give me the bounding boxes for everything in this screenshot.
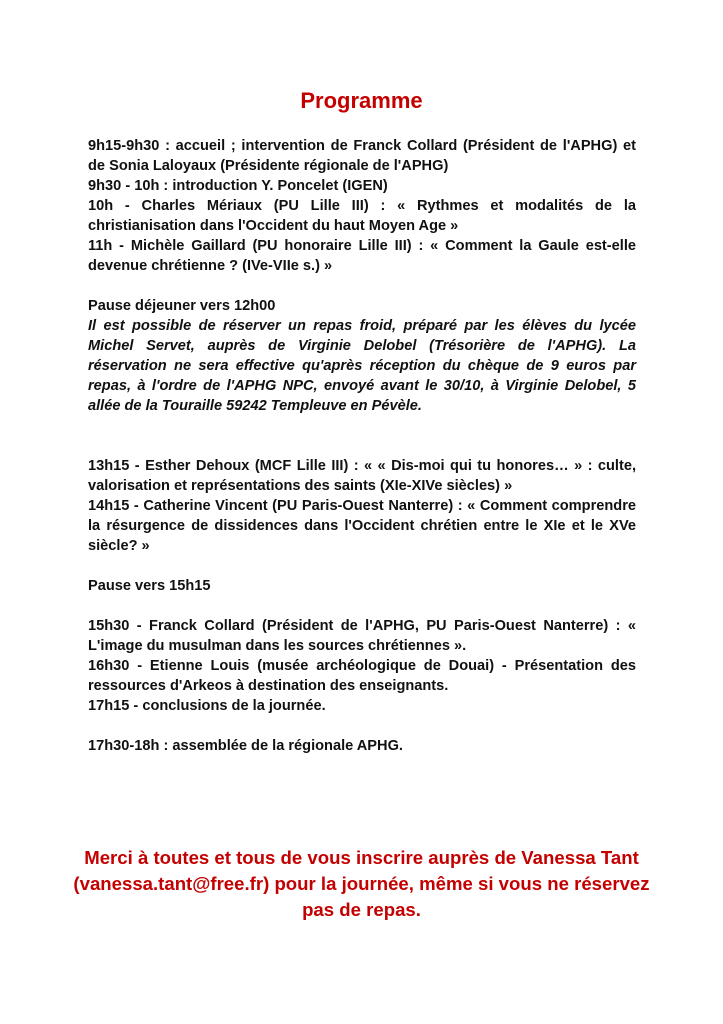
page-title: Programme bbox=[300, 88, 423, 113]
schedule-item-meriaux: 10h - Charles Mériaux (PU Lille III) : « Rythmes et modalités de la christianisation dans l'Occident du haut Moyen Age » bbox=[88, 198, 636, 234]
lunch-heading: Pause déjeuner vers 12h00 bbox=[88, 298, 276, 314]
schedule-item-conclusions: 17h15 - conclusions de la journée. bbox=[88, 698, 326, 714]
schedule-item-accueil: 9h15-9h30 : accueil ; intervention de Franck Collard (Président de l'APHG) et de Sonia Laloyaux (Présidente régionale de l'APHG) bbox=[88, 138, 636, 174]
schedule-item-dehoux: 13h15 - Esther Dehoux (MCF Lille III) : « « Dis-moi qui tu honores… » : culte, valorisation et représentations des saints (XIe-XIVe siècles) » bbox=[88, 458, 636, 494]
schedule-item-vincent: 14h15 - Catherine Vincent (PU Paris-Ouest Nanterre) : « Comment comprendre la résurgence de dissidences dans l'Occident chrétien entre le XIe et le XVe siècle? » bbox=[88, 498, 636, 554]
schedule-item-gaillard: 11h - Michèle Gaillard (PU honoraire Lille III) : « Comment la Gaule est-elle devenue chrétienne ? (IVe-VIIe s.) » bbox=[88, 238, 636, 274]
registration-notice: Merci à toutes et tous de vous inscrire auprès de Vanessa Tant (vanessa.tant@free.fr) pour la journée, même si vous ne réservez pas de repas. bbox=[73, 847, 650, 920]
spacer bbox=[88, 416, 636, 456]
schedule-item-assembly: 17h30-18h : assemblée de la régionale APHG. bbox=[88, 738, 403, 754]
spacer bbox=[88, 276, 636, 296]
schedule-item-introduction: 9h30 - 10h : introduction Y. Poncelet (IGEN) bbox=[88, 178, 388, 194]
programme-content bbox=[88, 136, 636, 756]
schedule-item-louis: 16h30 - Etienne Louis (musée archéologique de Douai) - Présentation des ressources d'Arkeos à destination des enseignants. bbox=[88, 658, 636, 694]
break-heading: Pause vers 15h15 bbox=[88, 578, 211, 594]
schedule-item-collard: 15h30 - Franck Collard (Président de l'APHG, PU Paris-Ouest Nanterre) : « L'image du musulman dans les sources chrétiennes ». bbox=[88, 618, 636, 654]
lunch-note: Il est possible de réserver un repas froid, préparé par les élèves du lycée Michel Servet, auprès de Virginie Delobel (Trésorière de l'APHG). La réservation ne sera effective qu'après réception du chèque de 9 euros par repas, à l'ordre de l'APHG NPC, envoyé avant le 30/10, à Virginie Delobel, 5 allée de la Touraille 59242 Templeuve en Pévèle. bbox=[88, 318, 636, 414]
spacer bbox=[88, 556, 636, 576]
spacer bbox=[88, 596, 636, 616]
spacer bbox=[88, 716, 636, 736]
